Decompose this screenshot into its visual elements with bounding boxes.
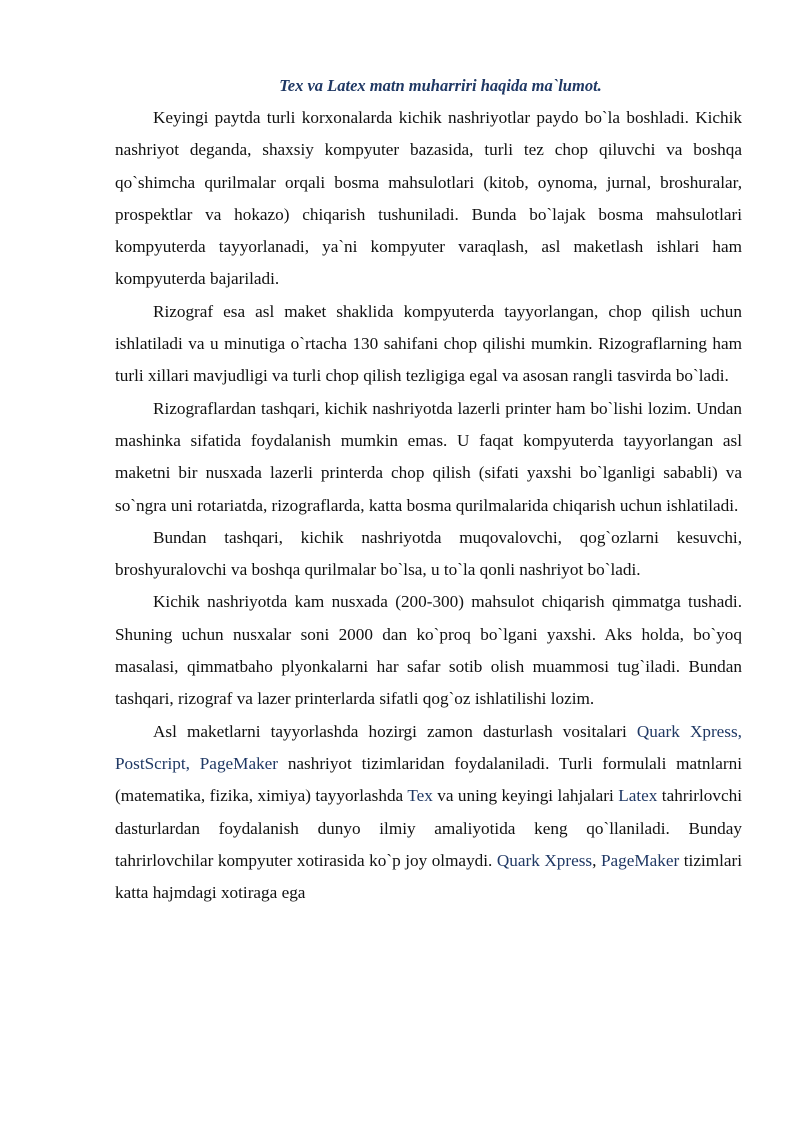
paragraph-risograph [115, 296, 742, 393]
document-body [115, 70, 742, 909]
software-name: Latex [618, 786, 658, 806]
paragraph-text: Keyingi paytda turli korxonalarda kichik nashriyotlar paydo bo`la boshladi. Kichik nashriyot deganda, shaxsiy kompyuter bazasida, turli tez chop qiluvchi va boshqa qo`shimcha qurilmalar orqali bosma mahsulotlari (kitob, oynoma, jurnal, broshuralar, prospektlar va hokazo) chiqarish tushuniladi. Bunda bo`lajak bosma mahsulotlari kompyuterda tayyorlanadi, ya`ni kompyuter varaqlash, asl maketlash ishlari ham kompyuterda bajariladi. [115, 108, 742, 289]
paragraph-text: Rizograflardan tashqari, kichik nashriyotda lazerli printer ham bo`lishi lozim. Undan mashinka sifatida foydalanish mumkin emas. U faqat kompyuterda tayyorlangan asl maketni bir nusxada lazerli printerda chop qilish (sifati yaxshi bo`lganligi sababli) va so`ngra uni rotariatda, rizograflarda, katta bosma qurilmalarida chiqarish uchun ishlatiladi. [115, 398, 742, 515]
paragraph-text: Asl maketlarni tayyorlashda hozirgi zamon dasturlash vositalari [153, 721, 637, 741]
paragraph-binding-equipment [115, 522, 742, 587]
paragraph-text: nashriyot tizimlaridan foydalaniladi. Turli formulali matnlarni (matematika, fizika, ximiya) tayyorlashda [115, 753, 742, 806]
paragraph-small-publishers [115, 102, 742, 296]
paragraph-print-volume [115, 586, 742, 715]
document-title: Tex va Latex matn muharriri haqida ma`lumot. [279, 76, 602, 95]
software-name: Quark Xpress, PostScript, PageMaker [115, 721, 742, 773]
software-name: Tex [407, 786, 433, 806]
software-name: Quark Xpress [496, 850, 593, 870]
paragraph-text: va uning keyingi lahjalari [432, 786, 619, 806]
paragraph-laser-printer [115, 393, 742, 522]
paragraph-text: tizimlari katta hajmdagi xotiraga ega [115, 850, 742, 903]
paragraph-software-tools [115, 716, 742, 910]
paragraph-text: Bundan tashqari, kichik nashriyotda muqovalovchi, qog`ozlarni kesuvchi, broshyuralovchi va boshqa qurilmalar bo`lsa, u to`la qonli nashriyot bo`ladi. [115, 527, 742, 580]
paragraph-text: Kichik nashriyotda kam nusxada (200-300) mahsulot chiqarish qimmatga tushadi. Shuning uchun nusxalar soni 2000 dan ko`proq bo`lgani yaxshi. Aks holda, bo`yoq masalasi, qimmatbaho plyonkalarni har safar sotib olish muammosi tug`iladi. Bundan tashqari, rizograf va lazer printerlarda sifatli qog`oz ishlatilishi lozim. [115, 592, 742, 709]
paragraph-text: Rizograf esa asl maket shaklida kompyuterda tayyorlangan, chop qilish uchun ishlatiladi va u minutiga o`rtacha 130 sahifani chop qilishi mumkin. Rizograflarning ham turli xillari mavjudligi va turli chop qilish tezligiga egal va asosan rangli tasvirda bo`ladi. [115, 301, 742, 386]
software-name: PageMaker [600, 850, 680, 870]
paragraph-text: tahrirlovchi dasturlardan foydalanish dunyo ilmiy amaliyotida keng qo`llaniladi. Bunday tahrirlovchilar kompyuter xotirasida ko`p joy olmaydi. [115, 786, 742, 870]
paragraph-text: , [592, 850, 601, 870]
